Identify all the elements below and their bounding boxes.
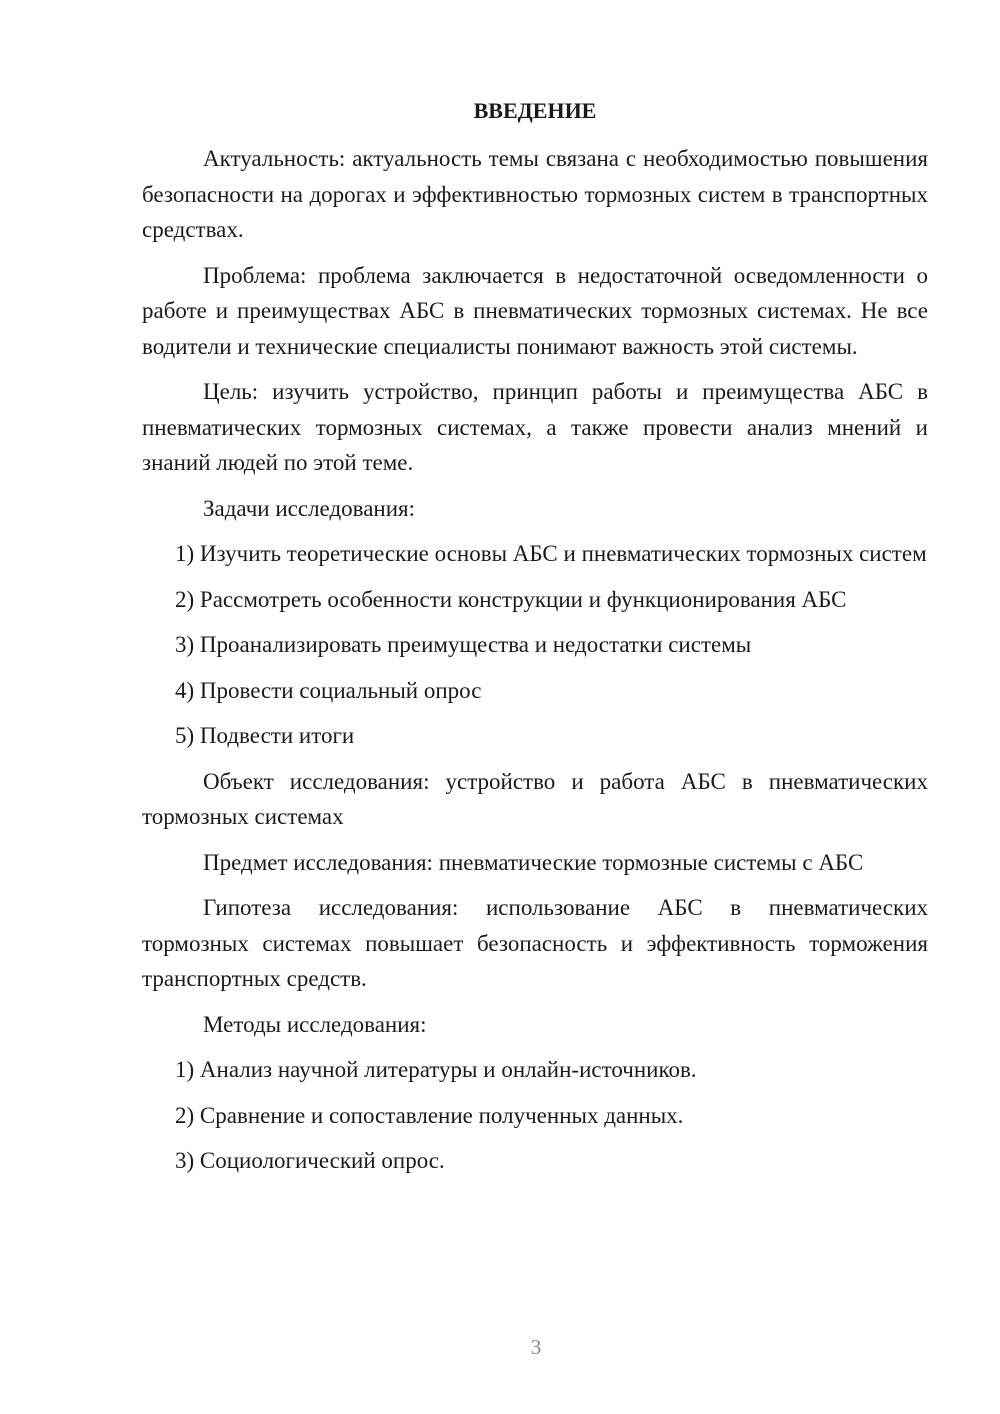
task-item: 4) Провести социальный опрос: [175, 677, 482, 703]
method-item: 1) Анализ научной литературы и онлайн-источников.: [175, 1057, 697, 1082]
hypothesis-paragraph: Гипотеза исследования: использование АБС в пневматических тормозных системах повышает безопасность и эффективность торможения транспортных средств.: [142, 895, 928, 991]
goal-paragraph: Цель: изучить устройство, принцип работы и преимущества АБС в пневматических тормозных системах, а также провести анализ мнений и знаний людей по этой теме.: [142, 379, 928, 475]
method-item: 3) Социологический опрос.: [175, 1148, 445, 1173]
task-item: 3) Проанализировать преимущества и недостатки системы: [175, 632, 752, 657]
page-body: [142, 141, 928, 1189]
task-item: 2) Рассмотреть особенности конструкции и функционирования АБС: [175, 586, 847, 612]
relevance-paragraph: Актуальность: актуальность темы связана с необходимостью повышения безопасности на дорогах и эффективностью тормозных систем в транспортных средствах.: [142, 146, 928, 242]
method-item: 2) Сравнение и сопоставление полученных данных.: [175, 1102, 684, 1128]
methods-heading: Методы исследования:: [203, 1011, 427, 1037]
task-item: 5) Подвести итоги: [175, 723, 355, 748]
page-title: ВВЕДЕНИЕ: [473, 98, 597, 123]
tasks-heading: Задачи исследования:: [203, 495, 416, 521]
page-number: 3: [530, 1335, 542, 1359]
object-paragraph: Объект исследования: устройство и работа АБС в пневматических тормозных системах: [142, 768, 928, 829]
task-item: 1) Изучить теоретические основы АБС и пневматических тормозных систем: [175, 541, 927, 566]
subject-paragraph: Предмет исследования: пневматические тормозные системы с АБС: [203, 849, 864, 875]
problem-paragraph: Проблема: проблема заключается в недостаточной осведомленности о работе и преимуществах АБС в пневматических тормозных системах. Не все водители и технические специалисты понимают важность этой системы.: [142, 262, 928, 359]
